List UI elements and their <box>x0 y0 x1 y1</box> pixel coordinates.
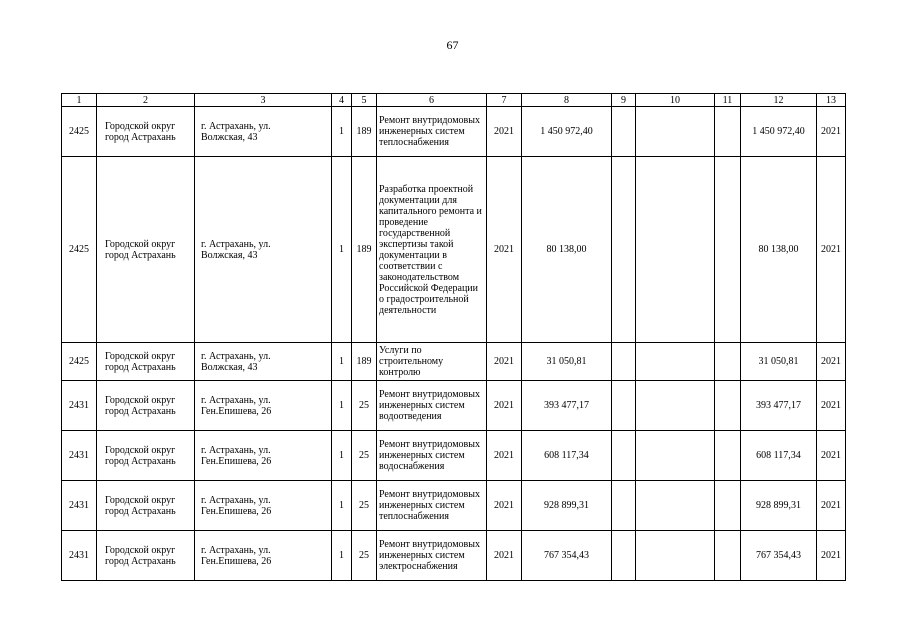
address-cell-text: Волжская, 43 <box>201 361 258 373</box>
address-cell-text: Ген.Епишева, 26 <box>201 505 272 517</box>
table-row <box>62 481 846 531</box>
municipality-cell-text: город Астрахань <box>105 555 176 567</box>
completion-year-cell-text: 2021 <box>821 244 841 255</box>
col5-cell-text: 189 <box>356 126 372 137</box>
total-cost-cell <box>522 431 612 481</box>
municipality-cell-text: Городской округ <box>105 544 176 556</box>
municipality-cell-text: Городской округ <box>105 494 176 506</box>
col9-cell <box>612 431 636 481</box>
col4-cell <box>332 107 352 157</box>
col5-cell <box>352 431 377 481</box>
col-header: 3 <box>195 94 332 107</box>
cost-cell-text: 767 354,43 <box>756 550 801 561</box>
row-number <box>62 107 97 157</box>
address-cell-text: г. Астрахань, ул. <box>201 494 271 506</box>
address-cell-text: Волжская, 43 <box>201 249 258 261</box>
municipality-cell-text: город Астрахань <box>105 455 176 467</box>
col10-cell <box>636 157 715 343</box>
table-body <box>62 94 846 581</box>
table-row <box>62 107 846 157</box>
total-cost-cell <box>522 157 612 343</box>
year-cell-text: 2021 <box>494 244 514 255</box>
year-cell <box>487 157 522 343</box>
col4-cell <box>332 381 352 431</box>
col10-cell <box>636 343 715 381</box>
municipality-cell-text: Городской округ <box>105 120 176 132</box>
total-cost-cell <box>522 381 612 431</box>
col4-cell-text: 1 <box>339 356 344 367</box>
row-number <box>62 431 97 481</box>
col5-cell <box>352 531 377 581</box>
municipality-cell-text: Городской округ <box>105 394 176 406</box>
col4-cell <box>332 343 352 381</box>
row-number-text: 2431 <box>69 550 89 561</box>
cost-cell-text: 928 899,31 <box>756 500 801 511</box>
address-cell-text: Ген.Епишева, 26 <box>201 555 272 567</box>
municipality-cell <box>97 343 195 381</box>
completion-year-cell-text: 2021 <box>821 450 841 461</box>
row-number <box>62 343 97 381</box>
work-type-cell <box>377 157 487 343</box>
row-number-text: 2425 <box>69 126 89 137</box>
address-cell-text: Волжская, 43 <box>201 131 258 143</box>
completion-year-cell-text: 2021 <box>821 126 841 137</box>
col5-cell-text: 189 <box>356 356 372 367</box>
col11-cell <box>715 531 741 581</box>
completion-year-cell <box>817 107 846 157</box>
cost-cell <box>741 481 817 531</box>
work-type-cell-text: Ремонт внутридомовых инженерных систем электроснабжения <box>379 539 481 572</box>
completion-year-cell <box>817 343 846 381</box>
completion-year-cell <box>817 381 846 431</box>
col9-cell <box>612 481 636 531</box>
completion-year-cell-text: 2021 <box>821 500 841 511</box>
col-header: 9 <box>612 94 636 107</box>
col4-cell <box>332 531 352 581</box>
total-cost-cell-text: 31 050,81 <box>546 356 587 367</box>
col-header: 8 <box>522 94 612 107</box>
address-cell-text: г. Астрахань, ул. <box>201 238 271 250</box>
cost-cell <box>741 431 817 481</box>
year-cell <box>487 343 522 381</box>
work-type-cell <box>377 531 487 581</box>
col10-cell <box>636 431 715 481</box>
col-header: 5 <box>352 94 377 107</box>
work-type-cell-text: Ремонт внутридомовых инженерных систем теплоснабжения <box>379 489 481 522</box>
total-cost-cell-text: 608 117,34 <box>544 450 589 461</box>
year-cell <box>487 107 522 157</box>
table-row <box>62 431 846 481</box>
col9-cell <box>612 381 636 431</box>
col5-cell <box>352 343 377 381</box>
municipality-cell-text: Городской округ <box>105 350 176 362</box>
total-cost-cell <box>522 107 612 157</box>
col5-cell <box>352 481 377 531</box>
total-cost-cell-text: 393 477,17 <box>544 400 589 411</box>
col11-cell <box>715 343 741 381</box>
year-cell-text: 2021 <box>494 500 514 511</box>
col4-cell <box>332 481 352 531</box>
col11-cell <box>715 481 741 531</box>
address-cell-text: Ген.Епишева, 26 <box>201 455 272 467</box>
col10-cell <box>636 107 715 157</box>
completion-year-cell-text: 2021 <box>821 356 841 367</box>
row-number-text: 2425 <box>69 244 89 255</box>
address-cell-text: г. Астрахань, ул. <box>201 544 271 556</box>
col4-cell-text: 1 <box>339 244 344 255</box>
col4-cell-text: 1 <box>339 400 344 411</box>
col-header: 10 <box>636 94 715 107</box>
col9-cell <box>612 157 636 343</box>
row-number <box>62 481 97 531</box>
work-type-cell-text: Разработка проектной документации для капитального ремонта и проведение государственной экспертизы такой документации в соответствии с законодательством Российской Федерации о градостроительной деятельности <box>379 183 482 316</box>
page-number: 67 <box>446 38 459 52</box>
col4-cell <box>332 157 352 343</box>
address-cell-text: г. Астрахань, ул. <box>201 394 271 406</box>
municipality-cell <box>97 431 195 481</box>
row-number-text: 2425 <box>69 356 89 367</box>
col-header: 1 <box>62 94 97 107</box>
municipality-cell-text: город Астрахань <box>105 131 176 143</box>
year-cell-text: 2021 <box>494 356 514 367</box>
col10-cell <box>636 381 715 431</box>
year-cell-text: 2021 <box>494 400 514 411</box>
municipality-cell <box>97 531 195 581</box>
col-header: 7 <box>487 94 522 107</box>
work-type-cell-text: Ремонт внутридомовых инженерных систем водоснабжения <box>379 439 481 472</box>
total-cost-cell <box>522 481 612 531</box>
cost-cell-text: 1 450 972,40 <box>752 126 805 137</box>
total-cost-cell-text: 1 450 972,40 <box>540 126 593 137</box>
work-type-cell <box>377 431 487 481</box>
address-cell-text: Ген.Епишева, 26 <box>201 405 272 417</box>
work-type-cell-text: Услуги по строительному контролю <box>379 345 444 378</box>
address-cell <box>195 531 332 581</box>
completion-year-cell <box>817 531 846 581</box>
col5-cell <box>352 381 377 431</box>
col5-cell-text: 25 <box>359 500 369 511</box>
municipality-cell-text: Городской округ <box>105 444 176 456</box>
col9-cell <box>612 107 636 157</box>
table-header-row <box>62 94 846 107</box>
municipality-cell-text: Городской округ <box>105 238 176 250</box>
cost-cell <box>741 531 817 581</box>
col-header: 12 <box>741 94 817 107</box>
table-row <box>62 157 846 343</box>
col9-cell <box>612 531 636 581</box>
cost-cell <box>741 157 817 343</box>
col-header: 2 <box>97 94 195 107</box>
year-cell <box>487 431 522 481</box>
cost-cell <box>741 107 817 157</box>
col5-cell-text: 189 <box>356 244 372 255</box>
row-number-text: 2431 <box>69 400 89 411</box>
col4-cell-text: 1 <box>339 550 344 561</box>
col4-cell-text: 1 <box>339 500 344 511</box>
col4-cell-text: 1 <box>339 126 344 137</box>
col10-cell <box>636 531 715 581</box>
col10-cell <box>636 481 715 531</box>
row-number <box>62 157 97 343</box>
work-type-cell <box>377 107 487 157</box>
completion-year-cell-text: 2021 <box>821 400 841 411</box>
total-cost-cell-text: 928 899,31 <box>544 500 589 511</box>
work-type-cell-text: Ремонт внутридомовых инженерных систем теплоснабжения <box>379 115 481 148</box>
col5-cell-text: 25 <box>359 400 369 411</box>
cost-cell-text: 80 138,00 <box>758 244 799 255</box>
address-cell-text: г. Астрахань, ул. <box>201 444 271 456</box>
municipality-cell-text: город Астрахань <box>105 249 176 261</box>
col4-cell <box>332 431 352 481</box>
total-cost-cell-text: 767 354,43 <box>544 550 589 561</box>
cost-cell <box>741 343 817 381</box>
address-cell <box>195 481 332 531</box>
municipality-cell-text: город Астрахань <box>105 361 176 373</box>
year-cell-text: 2021 <box>494 450 514 461</box>
work-type-cell <box>377 343 487 381</box>
completion-year-cell-text: 2021 <box>821 550 841 561</box>
cost-cell-text: 31 050,81 <box>758 356 799 367</box>
col11-cell <box>715 381 741 431</box>
total-cost-cell <box>522 343 612 381</box>
col11-cell <box>715 431 741 481</box>
col11-cell <box>715 107 741 157</box>
municipality-cell <box>97 481 195 531</box>
col-header: 11 <box>715 94 741 107</box>
municipality-cell <box>97 381 195 431</box>
year-cell-text: 2021 <box>494 126 514 137</box>
row-number <box>62 381 97 431</box>
address-cell <box>195 157 332 343</box>
work-type-cell-text: Ремонт внутридомовых инженерных систем водоотведения <box>379 389 481 422</box>
address-cell-text: г. Астрахань, ул. <box>201 350 271 362</box>
municipality-cell <box>97 107 195 157</box>
table-row <box>62 343 846 381</box>
municipality-cell-text: город Астрахань <box>105 405 176 417</box>
cost-cell-text: 393 477,17 <box>756 400 801 411</box>
col9-cell <box>612 343 636 381</box>
total-cost-cell-text: 80 138,00 <box>546 244 587 255</box>
year-cell <box>487 381 522 431</box>
col-header: 4 <box>332 94 352 107</box>
col-header: 13 <box>817 94 846 107</box>
total-cost-cell <box>522 531 612 581</box>
col4-cell-text: 1 <box>339 450 344 461</box>
municipality-cell-text: город Астрахань <box>105 505 176 517</box>
col5-cell-text: 25 <box>359 450 369 461</box>
row-number <box>62 531 97 581</box>
municipality-cell <box>97 157 195 343</box>
year-cell-text: 2021 <box>494 550 514 561</box>
col5-cell <box>352 107 377 157</box>
row-number-text: 2431 <box>69 500 89 511</box>
col5-cell-text: 25 <box>359 550 369 561</box>
work-type-cell <box>377 481 487 531</box>
col11-cell <box>715 157 741 343</box>
col-header: 6 <box>377 94 487 107</box>
completion-year-cell <box>817 157 846 343</box>
cost-cell <box>741 381 817 431</box>
address-cell <box>195 431 332 481</box>
address-cell <box>195 107 332 157</box>
completion-year-cell <box>817 481 846 531</box>
table-row <box>62 381 846 431</box>
register-table <box>61 93 846 581</box>
col5-cell <box>352 157 377 343</box>
year-cell <box>487 531 522 581</box>
work-type-cell <box>377 381 487 431</box>
year-cell <box>487 481 522 531</box>
address-cell <box>195 381 332 431</box>
cost-cell-text: 608 117,34 <box>756 450 801 461</box>
address-cell <box>195 343 332 381</box>
completion-year-cell <box>817 431 846 481</box>
address-cell-text: г. Астрахань, ул. <box>201 120 271 132</box>
table-row <box>62 531 846 581</box>
row-number-text: 2431 <box>69 450 89 461</box>
